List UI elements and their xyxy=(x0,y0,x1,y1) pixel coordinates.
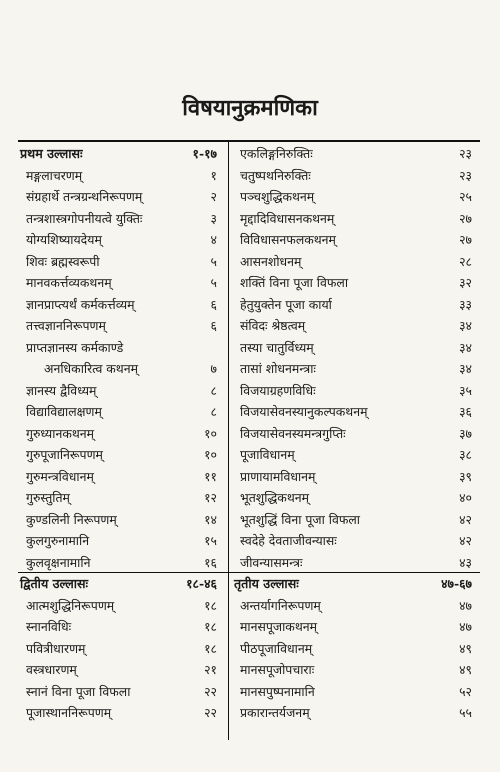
toc-entry-page: ३३ xyxy=(459,296,472,312)
toc-entry-page: ८ xyxy=(210,382,217,398)
toc-entry-title: ज्ञानस्य द्वैविध्यम् xyxy=(26,382,97,398)
toc-entry-page: ४२ xyxy=(459,533,472,548)
toc-entry-page: ३ xyxy=(210,210,217,226)
toc-entry-page: २१ xyxy=(204,662,217,677)
toc-entry xyxy=(232,208,480,230)
toc-entry-title: प्राणायामविधानम् xyxy=(240,468,316,484)
toc-entry-page: १२ xyxy=(204,490,217,505)
toc-entry-title: तृतीय उल्लासः xyxy=(234,576,299,591)
toc-entry-page: २५ xyxy=(459,189,472,204)
toc-entry-title: द्वितीय उल्लासः xyxy=(20,576,89,591)
toc-entry-title: प्रथम उल्लासः xyxy=(20,146,83,161)
toc-entry-page: ६ xyxy=(210,318,217,333)
toc-entry-title: शिवः ब्रह्मस्वरूपी xyxy=(26,253,100,269)
toc-entry-page: २३ xyxy=(459,146,472,161)
toc-entry xyxy=(18,251,225,273)
toc-entry-page: ४७-६७ xyxy=(441,576,472,591)
toc-entry-title: चतुष्पथनिरुक्तिः xyxy=(240,167,311,183)
column-divider xyxy=(228,142,229,740)
toc-entry xyxy=(18,487,225,509)
toc-entry-title: मानसपूजोपचाराः xyxy=(240,662,315,677)
section-heading xyxy=(232,573,480,595)
toc-entry xyxy=(232,165,480,187)
toc-entry xyxy=(18,702,225,724)
toc-entry-title: तत्त्वज्ञाननिरूपणम् xyxy=(26,318,106,333)
toc-entry-page: २२ xyxy=(204,683,217,699)
toc-entry-page: ७ xyxy=(210,361,217,376)
toc-entry xyxy=(232,702,480,724)
toc-entry-title: ज्ञानप्राप्त्यर्थं कर्मकर्त्तव्यम् xyxy=(26,296,135,312)
toc-entry-title: जीवन्यासमन्त्रः xyxy=(240,554,303,570)
toc-entry xyxy=(232,487,480,509)
toc-entry xyxy=(232,466,480,488)
toc-entry xyxy=(18,595,225,617)
toc-entry-title: विविधासनफलकथनम् xyxy=(240,232,336,247)
toc-entry-title: मानवकर्त्तव्यकथनम् xyxy=(26,275,112,290)
toc-entry xyxy=(18,552,225,574)
toc-entry-page: १८ xyxy=(204,597,217,613)
toc-entry-title: विजयासेवनस्यमन्त्रगुप्तिः xyxy=(240,425,346,441)
toc-entry-page: २७ xyxy=(459,210,472,226)
toc-entry-page: ५ xyxy=(210,253,217,269)
toc-entry-page: ३६ xyxy=(459,404,472,419)
toc-entry-title: तस्या चातुर्विध्यम् xyxy=(240,339,314,355)
toc-entry xyxy=(232,423,480,445)
toc-entry xyxy=(18,616,225,638)
toc-entry-title: विजयाग्रहणविधिः xyxy=(240,382,316,398)
toc-entry-title: एकलिङ्गनिरुक्तिः xyxy=(240,146,313,161)
toc-entry xyxy=(18,294,225,316)
toc-entry xyxy=(232,530,480,552)
toc-entry xyxy=(232,444,480,466)
toc-entry-title: पञ्चशुद्धिकथनम् xyxy=(240,189,315,204)
toc-entry-title: पूजाविधानम् xyxy=(240,447,295,462)
toc-entry-page: ४२ xyxy=(459,511,472,527)
toc-entry xyxy=(18,272,225,294)
toc-entry xyxy=(232,272,480,294)
toc-left-column xyxy=(18,143,225,724)
toc-entry-title: अन्तर्यागनिरूपणम् xyxy=(240,597,321,613)
toc-entry-title: तासां शोधनमन्त्राः xyxy=(240,361,316,376)
toc-entry xyxy=(232,638,480,660)
toc-entry-page: ५५ xyxy=(459,705,472,720)
toc-entry-page: १८ xyxy=(204,640,217,656)
toc-entry xyxy=(18,208,225,230)
toc-entry xyxy=(18,229,225,251)
toc-entry-page: १० xyxy=(204,425,217,441)
toc-entry xyxy=(232,358,480,380)
toc-entry-title: विजयासेवनस्यानुकल्पकथनम् xyxy=(240,404,368,419)
toc-entry-page: ३२ xyxy=(459,275,472,290)
toc-entry-page: ३४ xyxy=(459,339,472,355)
top-rule xyxy=(18,140,480,142)
toc-entry-page: १५ xyxy=(204,533,217,548)
toc-entry-title: प्राप्तज्ञानस्य कर्मकाण्डे xyxy=(26,339,124,355)
toc-entry xyxy=(232,337,480,359)
toc-entry-page: ४९ xyxy=(459,662,472,677)
toc-entry-title: कुलवृक्षनामानि xyxy=(26,554,91,570)
toc-entry-title: तन्त्रशास्त्रगोपनीयत्वे युक्तिः xyxy=(26,210,143,226)
toc-entry-title: हेतुयुक्तेन पूजा कार्या xyxy=(240,296,332,312)
toc-entry xyxy=(232,251,480,273)
toc-entry xyxy=(18,315,225,337)
toc-entry-page: ५२ xyxy=(459,683,472,699)
toc-entry xyxy=(232,143,480,165)
toc-entry-title: शक्तिं विना पूजा विफला xyxy=(240,275,349,290)
toc-entry-title: गुरुध्यानकथनम् xyxy=(26,425,95,441)
section-heading xyxy=(18,573,225,595)
toc-entry-page: ३९ xyxy=(459,468,472,484)
toc-entry-page: ३४ xyxy=(459,361,472,376)
toc-entry-title: योग्यशिष्यायदेयम् xyxy=(26,232,102,247)
toc-entry-title: अनधिकारित्व कथनम् xyxy=(44,361,139,376)
toc-entry xyxy=(232,659,480,681)
toc-entry-page: १६ xyxy=(204,554,217,570)
toc-entry xyxy=(232,186,480,208)
toc-entry-page: ४७ xyxy=(459,597,472,613)
toc-entry-page: २३ xyxy=(459,167,472,183)
toc-entry xyxy=(18,638,225,660)
toc-entry-title: आसनशोधनम् xyxy=(240,253,302,269)
toc-entry-page: ४० xyxy=(459,490,472,505)
toc-entry-title: वस्त्रधारणम् xyxy=(26,662,77,677)
toc-entry xyxy=(18,530,225,552)
toc-entry-title: संविदः श्रेष्ठत्वम् xyxy=(240,318,306,333)
toc-entry-page: २८ xyxy=(459,253,472,269)
toc-entry xyxy=(18,466,225,488)
toc-entry-title: विद्याविद्यालक्षणम् xyxy=(26,404,102,419)
toc-entry xyxy=(232,294,480,316)
toc-entry xyxy=(18,337,225,359)
toc-entry-page: ३४ xyxy=(459,318,472,333)
toc-entry xyxy=(232,315,480,337)
toc-entry-title: कुलगुरुनामानि xyxy=(26,533,90,548)
toc-entry-title: स्नानविधिः xyxy=(26,619,72,634)
toc-entry-page: १ xyxy=(210,167,217,183)
toc-entry-title: मङ्गलाचरणम् xyxy=(26,167,83,183)
toc-entry xyxy=(232,509,480,531)
toc-entry-title: स्नानं विना पूजा विफला xyxy=(26,683,131,699)
toc-entry-title: भूतशुद्धिं विना पूजा विफला xyxy=(240,511,361,527)
toc-entry-page: १-१७ xyxy=(192,146,217,161)
toc-entry-title: पवित्रीधारणम् xyxy=(26,640,86,656)
toc-entry-page: ४३ xyxy=(459,554,472,570)
toc-entry-title: भूतशुद्धिकथनम् xyxy=(240,490,310,505)
toc-entry-title: संग्रहार्थे तन्त्रग्रन्थनिरूपणम् xyxy=(26,189,143,204)
toc-entry-page: ३५ xyxy=(459,382,472,398)
toc-entry-title: आत्मशुद्धिनिरूपणम् xyxy=(26,597,115,613)
toc-entry xyxy=(232,401,480,423)
toc-entry xyxy=(18,380,225,402)
toc-entry-title: प्रकारान्तर्यजनम् xyxy=(240,705,310,720)
toc-entry-page: ४ xyxy=(210,232,217,247)
toc-entry-title: गुरुमन्त्रविधानम् xyxy=(26,468,94,484)
toc-entry-page: ३७ xyxy=(459,425,472,441)
section-heading xyxy=(18,143,225,165)
toc-entry xyxy=(18,681,225,703)
toc-entry xyxy=(18,659,225,681)
toc-entry-title: मानसपुष्पनामानि xyxy=(240,683,315,699)
toc-entry xyxy=(18,165,225,187)
toc-entry-page: १८ xyxy=(204,619,217,634)
toc-entry-title: पीठपूजाविधानम् xyxy=(240,640,313,656)
toc-entry-page: १० xyxy=(204,447,217,462)
toc-right-column xyxy=(232,143,480,724)
toc-entry-page: ३८ xyxy=(459,447,472,462)
toc-entry-title: पूजास्थाननिरूपणम् xyxy=(26,705,112,720)
toc-entry xyxy=(18,509,225,531)
toc-entry xyxy=(18,186,225,208)
toc-entry-page: ६ xyxy=(210,296,217,312)
toc-entry-page: १८-४६ xyxy=(186,576,217,591)
toc-entry-page: ४७ xyxy=(459,619,472,634)
toc-entry-title: स्वदेहे देवताजीवन्यासः xyxy=(240,533,337,548)
toc-entry xyxy=(18,444,225,466)
toc-entry-title: गुरुपूजानिरूपणम् xyxy=(26,447,103,462)
toc-entry xyxy=(232,681,480,703)
toc-entry xyxy=(18,423,225,445)
toc-entry xyxy=(232,552,480,574)
toc-entry-title: मानसपूजाकथनम् xyxy=(240,619,318,634)
toc-entry-page: ८ xyxy=(210,404,217,419)
toc-entry-title: गुरुस्तुतिम् xyxy=(26,490,70,505)
toc-entry xyxy=(232,616,480,638)
page-title: विषयानुक्रमणिका xyxy=(182,96,318,121)
toc-entry-page: ४९ xyxy=(459,640,472,656)
toc-entry xyxy=(18,358,225,380)
toc-entry-page: ५ xyxy=(210,275,217,290)
toc-entry-page: २२ xyxy=(204,705,217,720)
toc-entry-title: मृद्दादिविधासनकथनम् xyxy=(240,210,335,226)
toc-entry-page: ११ xyxy=(204,468,217,484)
toc-entry xyxy=(232,229,480,251)
toc-entry-title: कुण्डलिनी निरूपणम् xyxy=(26,511,117,527)
toc-entry xyxy=(18,401,225,423)
toc-entry xyxy=(232,380,480,402)
toc-entry xyxy=(232,595,480,617)
toc-entry-page: २७ xyxy=(459,232,472,247)
toc-entry-page: १४ xyxy=(204,511,217,527)
toc-entry-page: २ xyxy=(210,189,217,204)
